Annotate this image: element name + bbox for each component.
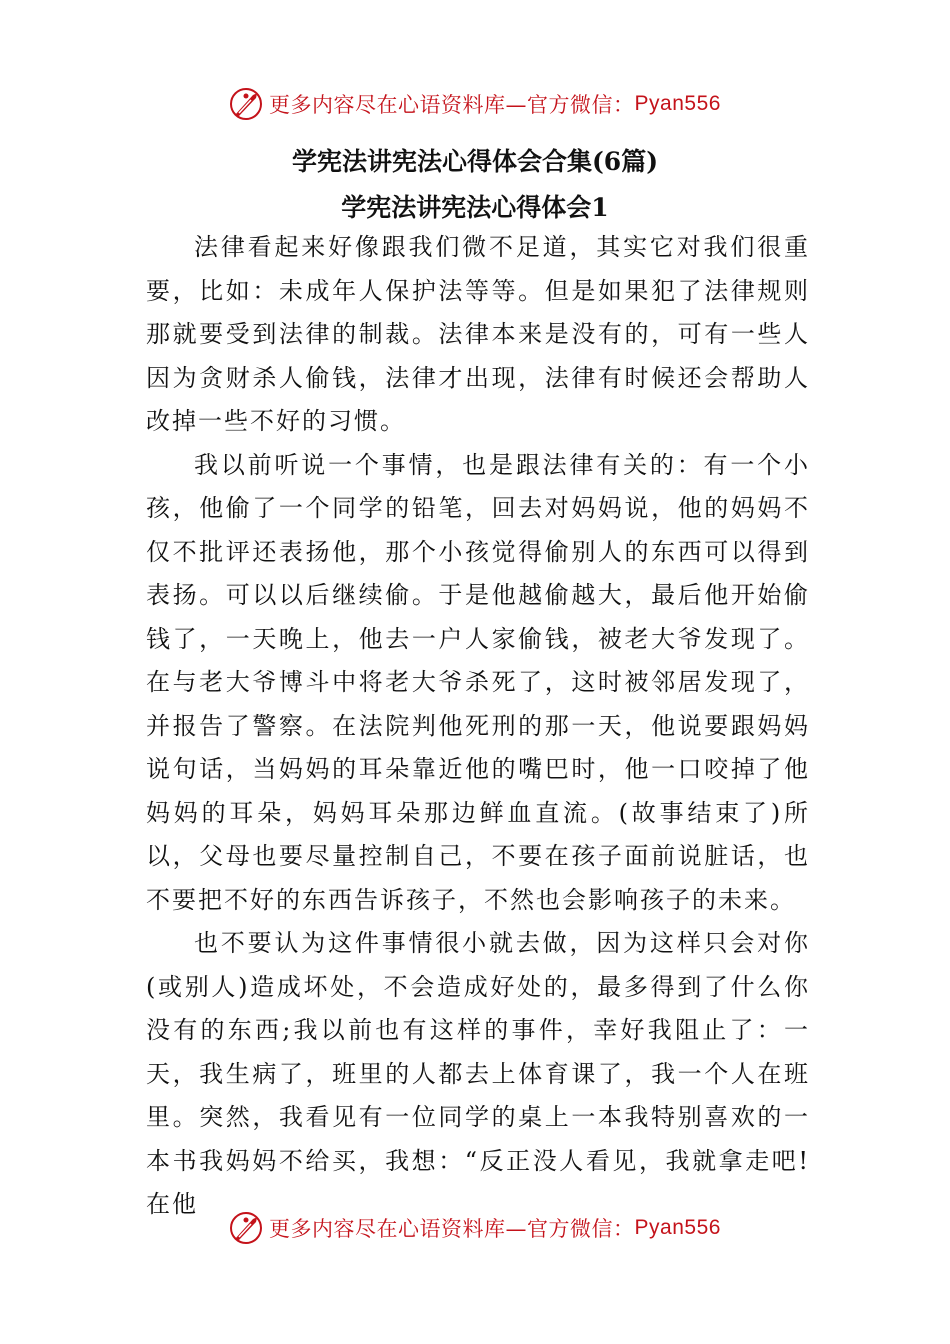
document-body (146, 226, 810, 1227)
document-subtitle: 学宪法讲宪法心得体会1 (341, 193, 609, 222)
quill-logo-icon (229, 87, 263, 121)
paragraph-1: 法律看起来好像跟我们微不足道，其实它对我们很重要，比如：未成年人保护法等等。但是如果犯了法律规则那就要受到法律的制裁。法律本来是没有的，可有一些人因为贪财杀人偷钱，法律才出现，法律有时候还会帮助人改掉一些不好的习惯。 (146, 233, 810, 435)
quill-logo-icon (229, 1211, 263, 1245)
paragraph-3: 也不要认为这件事情很小就去做，因为这样只会对你(或别人)造成坏处，不会造成好处的，最多得到了什么你没有的东西;我以前也有这样的事件，幸好我阻止了：一天，我生病了，班里的人都去上体育课了，我一个人在班里。突然，我看见有一位同学的桌上一本我特别喜欢的一本书我妈妈不给买，我想：“反正没人看见，我就拿走吧!在他 (146, 929, 810, 1218)
footer-wechat-id: Pyan556 (634, 1216, 721, 1239)
header-wechat-id: Pyan556 (634, 92, 721, 115)
footer-banner-text: 更多内容尽在心语资料库—官方微信： (269, 1217, 635, 1241)
header-banner (0, 84, 950, 124)
header-banner-text: 更多内容尽在心语资料库—官方微信： (269, 93, 635, 117)
paragraph-2: 我以前听说一个事情，也是跟法律有关的：有一个小孩，他偷了一个同学的铅笔，回去对妈妈说，他的妈妈不仅不批评还表扬他，那个小孩觉得偷别人的东西可以得到表扬。可以以后继续偷。于是他越偷越大，最后他开始偷钱了，一天晚上，他去一户人家偷钱，被老大爷发现了。在与老大爷博斗中将老大爷杀死了，这时被邻居发现了，并报告了警察。在法院判他死刑的那一天，他说要跟妈妈说句话，当妈妈的耳朵靠近他的嘴巴时，他一口咬掉了他妈妈的耳朵，妈妈耳朵那边鲜血直流。(故事结束了)所以，父母也要尽量控制自己，不要在孩子面前说脏话，也不要把不好的东西告诉孩子，不然也会影响孩子的未来。 (146, 450, 810, 914)
document-title: 学宪法讲宪法心得体会合集(6篇) (291, 147, 659, 176)
footer-banner (0, 1208, 950, 1248)
